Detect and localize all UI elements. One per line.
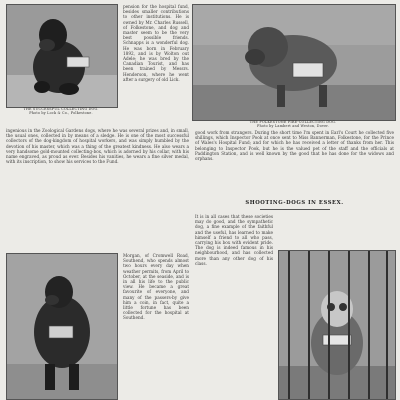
bottom-left-dog-image — [7, 254, 117, 399]
full-width-text: ingenious in the Zoological Gardens dogs, where he was several prizes and, in small, the usual ones, collected in by means of a sledge. He is one of the most successful collectors of the dog-kingdom of hospital workers, and was simply humbled by the devotion of his master, which was a thing of the greatest kindness. He also wears a very handsome gold-mounted collecting-box, which is adorned by his collar, with his name engraved, as proud as ever. Besides his vanities, he wears a fine silver medal, with its inscription, to show his services to the Fund. — [6, 128, 189, 165]
collecting-dog-caption — [6, 107, 116, 115]
caption-title: THE SUCCESSFUL COLLECTING DOG. — [23, 107, 99, 111]
fire-dog-caption — [192, 120, 394, 128]
bottom-middle-column: Morgan, of Cromwell Road, Southend, who spends almost two hours every day when weather permits, from April to October, at the seaside, and is in all his life to the public view. He became a great favourite of everyone, and many of the passers-by give him a coin, in fact, quite a little fortune has been collected for the hospital at Southend. — [123, 253, 189, 321]
section-heading-shooting-dogs: SHOOTING-DOGS IN ESSEX. — [245, 200, 344, 206]
bottom-right-dog-photo — [278, 250, 396, 400]
bottom-left-dog-photo — [6, 253, 118, 400]
top-middle-column: pension for the hospital fund, besides smaller contributions to other institutions. He is owned by Mr. Charles Russell, of Folkestone, and dog and master seem to be the very best possible friends. Schnapps is a wonderful dog. He was born in February 1892, and is by Wolton out Adele; he was bred by the Canadian Tourist, and has been trained by Messrs. Henderson, where he went after a surgery of old Lick. — [123, 4, 189, 82]
fire-collecting-dog-photo — [192, 4, 396, 121]
collecting-dog-image — [7, 5, 117, 107]
right-bottom-column: It is in all cases that these societies may do good, and the sympathetic dog, a fine example of the faithful and the useful, has learned to make himself a friend to all who pass, carrying his box with evident pride. The dog is indeed famous in his neighbourhood, and has collected more than any other dog of his class. — [195, 214, 273, 266]
fire-collecting-dog-image — [193, 5, 395, 120]
right-of-top-text: good work from strangers. During the short time I'm spent in Earl's Court he collected five shillings, which Inspector Pook at once sent to Miss Bannerman, Folkestone, for the Prince of Wales's Hospital Fund; and for which he has received a letter of thanks from her. This belonging to Inspector Pook, but he is the valued pet of the staff and the officials at Paddington Station, and is well known by the good that he has done for the widows and orphans. — [195, 130, 394, 162]
caption-credit: Photo by Lock & Co., Folkestone. — [29, 111, 93, 115]
caption-credit: Photo by Lambert and Weston, Dover. — [256, 124, 330, 128]
collecting-dog-photo — [6, 4, 118, 108]
bottom-right-dog-image — [279, 251, 395, 399]
heading-rule — [260, 209, 330, 210]
caption-title: THE FOLKESTONE FIRE-COLLECTING DOG. — [249, 120, 337, 124]
